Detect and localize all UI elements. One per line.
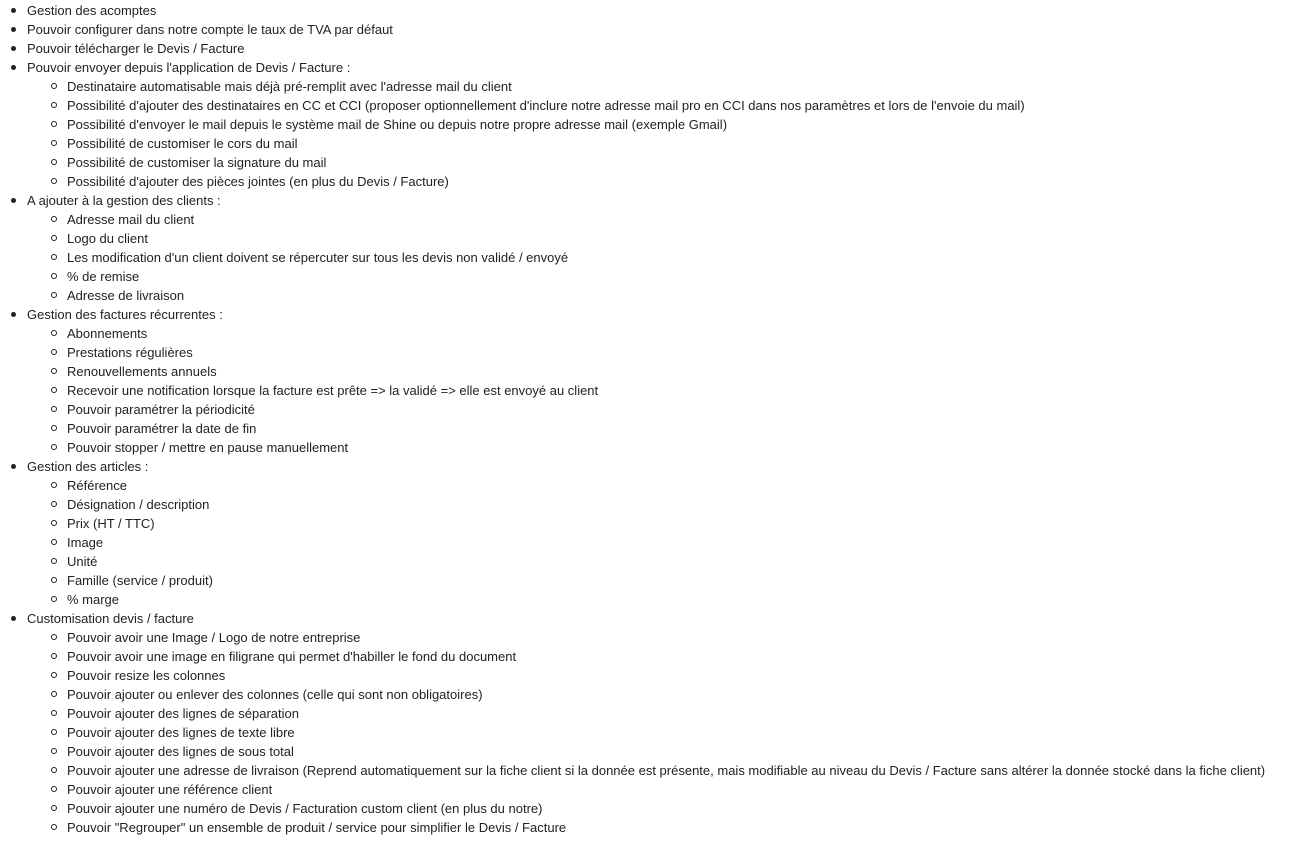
list-item [0, 58, 1292, 77]
sub-list [0, 324, 1292, 457]
bullet-circle-icon [51, 767, 57, 773]
sub-list-item [0, 115, 1292, 134]
sub-list-item [0, 533, 1292, 552]
bullet-circle-icon [51, 824, 57, 830]
bullet-circle-icon [51, 596, 57, 602]
list-item-text: Customisation devis / facture [27, 611, 194, 626]
sub-list-item [0, 742, 1292, 761]
sub-list-item-text: Les modification d'un client doivent se répercuter sur tous les devis non validé / envoyé [67, 250, 569, 265]
sub-list-item-text: Pouvoir stopper / mettre en pause manuellement [67, 440, 349, 455]
sub-list-item [0, 419, 1292, 438]
bullet-disc-icon [11, 46, 16, 51]
bullet-circle-icon [51, 83, 57, 89]
list-item-text: Gestion des factures récurrentes : [27, 307, 223, 322]
bullet-circle-icon [51, 805, 57, 811]
sub-list-item [0, 495, 1292, 514]
sub-list-item [0, 761, 1292, 780]
sub-list-item [0, 780, 1292, 799]
sub-list-item [0, 134, 1292, 153]
sub-list-item [0, 723, 1292, 742]
list-item-text: Gestion des acomptes [27, 3, 157, 18]
bullet-circle-icon [51, 558, 57, 564]
bullet-circle-icon [51, 729, 57, 735]
bullet-circle-icon [51, 349, 57, 355]
sub-list-item-text: Prix (HT / TTC) [67, 516, 155, 531]
bullet-circle-icon [51, 121, 57, 127]
bullet-circle-icon [51, 273, 57, 279]
list-item [0, 1, 1292, 20]
bullet-circle-icon [51, 159, 57, 165]
bullet-circle-icon [51, 577, 57, 583]
bullet-circle-icon [51, 444, 57, 450]
sub-list-item-text: Unité [67, 554, 98, 569]
bullet-circle-icon [51, 387, 57, 393]
sub-list-item-text: Pouvoir ajouter des lignes de sous total [67, 744, 294, 759]
bullet-disc-icon [11, 27, 16, 32]
sub-list-item-text: Pouvoir paramétrer la date de fin [67, 421, 257, 436]
sub-list-item [0, 153, 1292, 172]
bullet-circle-icon [51, 406, 57, 412]
sub-list-item [0, 476, 1292, 495]
list-item [0, 305, 1292, 324]
sub-list-item-text: Possibilité de customiser la signature du mail [67, 155, 327, 170]
bullet-circle-icon [51, 330, 57, 336]
sub-list-item-text: Pouvoir ajouter des lignes de séparation [67, 706, 299, 721]
sub-list-item-text: Pouvoir ajouter une adresse de livraison (Reprend automatiquement sur la fiche client si la donnée est présente, mais modifiable au niveau du Devis / Facture sans altérer la donnée stocké dans la fiche client) [67, 763, 1266, 778]
sub-list-item [0, 324, 1292, 343]
bullet-disc-icon [11, 198, 16, 203]
sub-list-item [0, 400, 1292, 419]
bullet-disc-icon [11, 616, 16, 621]
list-item [0, 457, 1292, 476]
sub-list-item [0, 286, 1292, 305]
sub-list-item-text: Recevoir une notification lorsque la facture est prête => la validé => elle est envoyé au client [67, 383, 599, 398]
sub-list-item-text: Pouvoir ajouter des lignes de texte libre [67, 725, 295, 740]
sub-list-item [0, 381, 1292, 400]
sub-list-item-text: Possibilité de customiser le cors du mail [67, 136, 298, 151]
bullet-circle-icon [51, 539, 57, 545]
sub-list-item [0, 818, 1292, 837]
sub-list-item [0, 248, 1292, 267]
bullet-circle-icon [51, 710, 57, 716]
sub-list-item-text: Famille (service / produit) [67, 573, 213, 588]
bullet-circle-icon [51, 254, 57, 260]
sub-list-item-text: Destinataire automatisable mais déjà pré-remplit avec l'adresse mail du client [67, 79, 512, 94]
sub-list-item [0, 628, 1292, 647]
sub-list-item-text: Renouvellements annuels [67, 364, 217, 379]
bullet-circle-icon [51, 292, 57, 298]
bullet-circle-icon [51, 178, 57, 184]
sub-list [0, 628, 1292, 837]
sub-list-item-text: Pouvoir ajouter une référence client [67, 782, 273, 797]
bullet-circle-icon [51, 140, 57, 146]
sub-list-item-text: Prestations régulières [67, 345, 193, 360]
list-item-text: Pouvoir configurer dans notre compte le taux de TVA par défaut [27, 22, 393, 37]
sub-list-item-text: % marge [67, 592, 120, 607]
sub-list-item [0, 704, 1292, 723]
bullet-disc-icon [11, 312, 16, 317]
sub-list-item-text: Possibilité d'envoyer le mail depuis le système mail de Shine ou depuis notre propre adresse mail (exemple Gmail) [67, 117, 728, 132]
sub-list-item [0, 647, 1292, 666]
sub-list-item-text: Pouvoir ajouter une numéro de Devis / Facturation custom client (en plus du notre) [67, 801, 543, 816]
bullet-disc-icon [11, 464, 16, 469]
sub-list-item [0, 666, 1292, 685]
sub-list-item [0, 77, 1292, 96]
list-item [0, 609, 1292, 628]
bullet-circle-icon [51, 482, 57, 488]
bullet-circle-icon [51, 368, 57, 374]
sub-list-item [0, 685, 1292, 704]
list-item-text: A ajouter à la gestion des clients : [27, 193, 221, 208]
bullet-circle-icon [51, 520, 57, 526]
sub-list-item [0, 438, 1292, 457]
bullet-circle-icon [51, 501, 57, 507]
sub-list-item-text: Adresse mail du client [67, 212, 195, 227]
sub-list-item-text: Adresse de livraison [67, 288, 185, 303]
sub-list-item [0, 514, 1292, 533]
sub-list-item-text: Désignation / description [67, 497, 210, 512]
sub-list-item [0, 552, 1292, 571]
sub-list-item [0, 96, 1292, 115]
bullet-circle-icon [51, 634, 57, 640]
sub-list-item-text: Pouvoir avoir une image en filigrane qui permet d'habiller le fond du document [67, 649, 517, 664]
sub-list-item [0, 343, 1292, 362]
sub-list-item-text: Pouvoir paramétrer la périodicité [67, 402, 255, 417]
bullet-circle-icon [51, 653, 57, 659]
list-item-text: Pouvoir envoyer depuis l'application de Devis / Facture : [27, 60, 351, 75]
list-item [0, 20, 1292, 39]
bullet-circle-icon [51, 672, 57, 678]
bullet-circle-icon [51, 102, 57, 108]
sub-list-item-text: Référence [67, 478, 127, 493]
list-item-text: Gestion des articles : [27, 459, 149, 474]
bullet-disc-icon [11, 8, 16, 13]
bullet-circle-icon [51, 786, 57, 792]
sub-list-item-text: Pouvoir resize les colonnes [67, 668, 226, 683]
bullet-circle-icon [51, 425, 57, 431]
sub-list-item [0, 590, 1292, 609]
list-item [0, 191, 1292, 210]
bullet-circle-icon [51, 216, 57, 222]
sub-list [0, 77, 1292, 191]
sub-list-item [0, 799, 1292, 818]
bullet-circle-icon [51, 748, 57, 754]
sub-list-item-text: Image [67, 535, 104, 550]
sub-list-item [0, 210, 1292, 229]
sub-list-item-text: Possibilité d'ajouter des pièces jointes (en plus du Devis / Facture) [67, 174, 449, 189]
sub-list-item [0, 571, 1292, 590]
sub-list-item [0, 229, 1292, 248]
sub-list-item [0, 172, 1292, 191]
feature-list [0, 1, 1292, 837]
sub-list-item-text: Logo du client [67, 231, 148, 246]
sub-list-item-text: Pouvoir avoir une Image / Logo de notre entreprise [67, 630, 361, 645]
list-item-text: Pouvoir télécharger le Devis / Facture [27, 41, 245, 56]
sub-list [0, 476, 1292, 609]
sub-list-item-text: Pouvoir "Regrouper" un ensemble de produit / service pour simplifier le Devis / Facture [67, 820, 567, 835]
bullet-disc-icon [11, 65, 16, 70]
bullet-circle-icon [51, 691, 57, 697]
sub-list-item-text: Pouvoir ajouter ou enlever des colonnes (celle qui sont non obligatoires) [67, 687, 483, 702]
list-item [0, 39, 1292, 58]
sub-list-item [0, 362, 1292, 381]
sub-list-item-text: Abonnements [67, 326, 148, 341]
sub-list-item-text: % de remise [67, 269, 140, 284]
sub-list-item [0, 267, 1292, 286]
sub-list-item-text: Possibilité d'ajouter des destinataires en CC et CCI (proposer optionnellement d'inclure notre adresse mail pro en CCI dans nos paramètres et lors de l'envoie du mail) [67, 98, 1025, 113]
sub-list [0, 210, 1292, 305]
bullet-circle-icon [51, 235, 57, 241]
